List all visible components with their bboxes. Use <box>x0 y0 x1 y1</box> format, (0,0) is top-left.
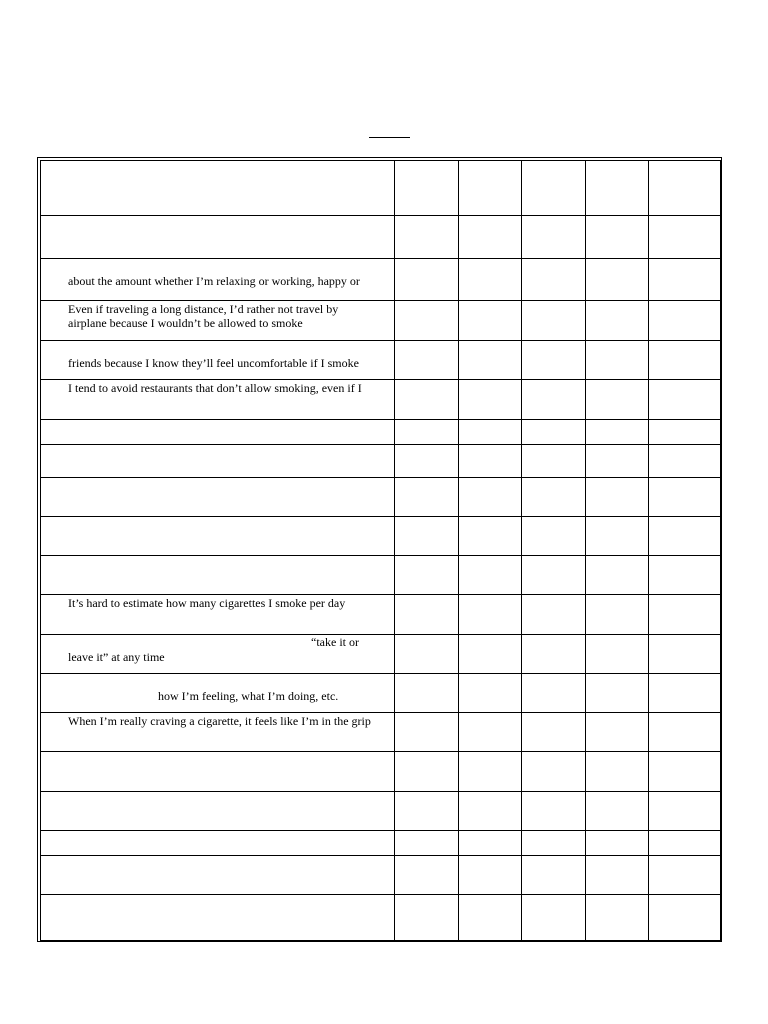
row-divider <box>40 258 721 259</box>
title-underline <box>369 137 410 138</box>
row-divider <box>40 555 721 556</box>
statement-text: how I’m feeling, what I’m doing, etc. <box>158 689 339 703</box>
statement-text: airplane because I wouldn’t be allowed to smoke <box>68 316 303 330</box>
row-divider <box>40 791 721 792</box>
column-divider <box>521 160 522 942</box>
statement-text: Even if traveling a long distance, I’d rather not travel by <box>68 302 339 316</box>
statement-text: When I’m really craving a cigarette, it feels like I’m in the grip <box>68 714 371 728</box>
column-divider <box>648 160 649 942</box>
row-divider <box>40 477 721 478</box>
row-divider <box>40 830 721 831</box>
row-divider <box>40 855 721 856</box>
column-divider <box>585 160 586 942</box>
statement-text: about the amount whether I’m relaxing or working, happy or <box>68 274 360 288</box>
statement-text: friends because I know they’ll feel uncomfortable if I smoke <box>68 356 359 370</box>
row-divider <box>40 419 721 420</box>
row-divider <box>40 673 721 674</box>
column-divider <box>458 160 459 942</box>
statement-text: leave it” at any time <box>68 650 165 664</box>
row-divider <box>40 894 721 895</box>
row-divider <box>40 444 721 445</box>
row-divider <box>40 340 721 341</box>
row-divider <box>40 634 721 635</box>
statement-text: “take it or <box>311 635 359 649</box>
statement-text: I tend to avoid restaurants that don’t allow smoking, even if I <box>68 381 362 395</box>
row-divider <box>40 712 721 713</box>
row-divider <box>40 751 721 752</box>
row-divider <box>40 379 721 380</box>
row-divider <box>40 215 721 216</box>
row-divider <box>40 594 721 595</box>
statement-text: It’s hard to estimate how many cigarettes I smoke per day <box>68 596 346 610</box>
row-divider <box>40 516 721 517</box>
row-divider <box>40 300 721 301</box>
column-divider <box>394 160 395 942</box>
